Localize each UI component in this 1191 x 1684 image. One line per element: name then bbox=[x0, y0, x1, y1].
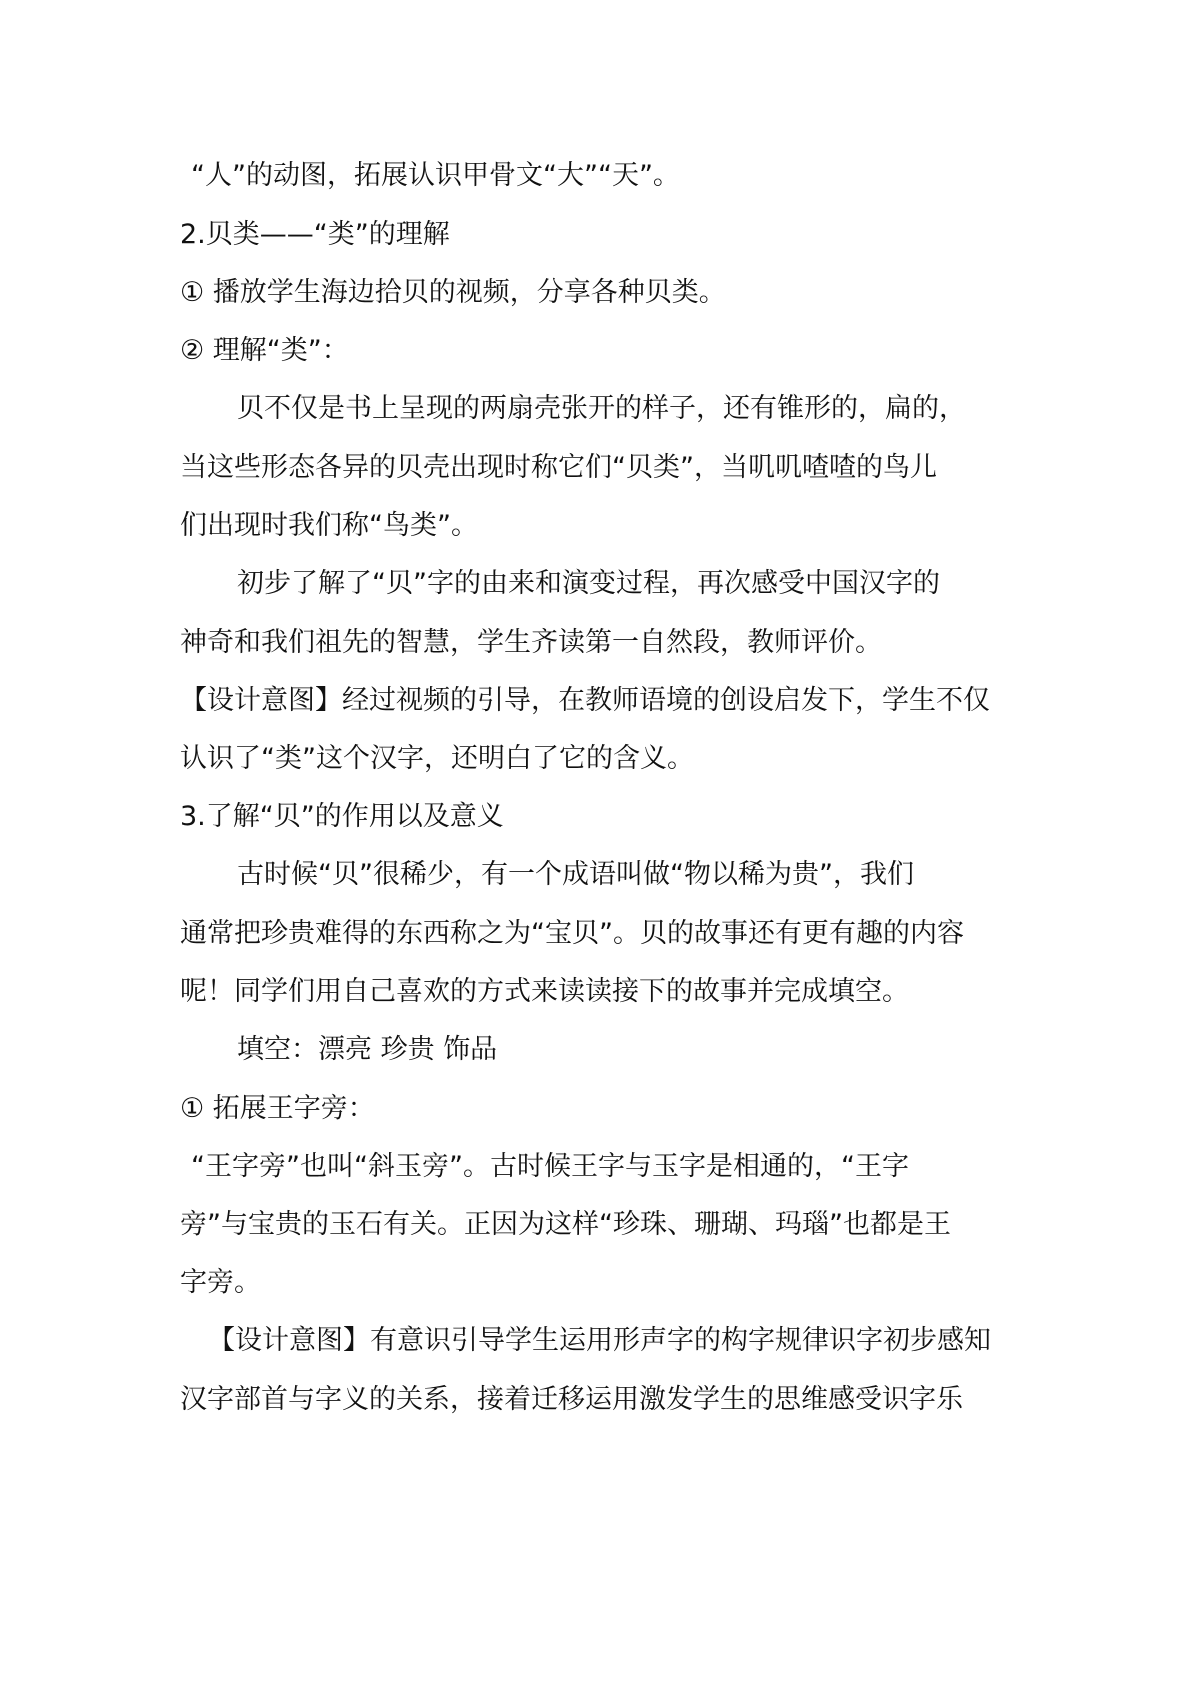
list-item: ① 拓展王字旁： bbox=[180, 1093, 375, 1124]
design-intent-line: 认识了“类”这个汉字，还明白了它的含义。 bbox=[180, 743, 694, 774]
paragraph-line: 呢！同学们用自己喜欢的方式来读读接下的故事并完成填空。 bbox=[180, 976, 909, 1007]
fill-blank-line: 填空：漂亮 珍贵 饰品 bbox=[237, 1034, 498, 1065]
paragraph-line: 贝不仅是书上呈现的两扇壳张开的样子，还有锥形的，扁的， bbox=[237, 393, 966, 424]
section-heading: 2.贝类——“类”的理解 bbox=[180, 219, 450, 250]
text-line: “人”的动图，拓展认识甲骨文“大”“天”。 bbox=[191, 160, 680, 191]
paragraph-line: 古时候“贝”很稀少，有一个成语叫做“物以稀为贵”，我们 bbox=[237, 859, 914, 890]
paragraph-line: 旁”与宝贵的玉石有关。正因为这样“珍珠、珊瑚、玛瑙”也都是王 bbox=[180, 1209, 951, 1240]
design-intent-line: 【设计意图】有意识引导学生运用形声字的构字规律识字初步感知 bbox=[208, 1325, 991, 1356]
paragraph-line: 初步了解了“贝”字的由来和演变过程，再次感受中国汉字的 bbox=[237, 568, 940, 599]
design-intent-line: 汉字部首与字义的关系，接着迁移运用激发学生的思维感受识字乐 bbox=[180, 1384, 963, 1415]
section-heading: 3.了解“贝”的作用以及意义 bbox=[180, 801, 504, 832]
paragraph-line: 神奇和我们祖先的智慧，学生齐读第一自然段，教师评价。 bbox=[180, 627, 882, 658]
design-intent-line: 【设计意图】经过视频的引导，在教师语境的创设启发下，学生不仅 bbox=[180, 685, 990, 716]
paragraph-line: “王字旁”也叫“斜玉旁”。古时候王字与玉字是相通的，“王字 bbox=[191, 1151, 909, 1182]
list-item: ① 播放学生海边拾贝的视频，分享各种贝类。 bbox=[180, 277, 726, 308]
paragraph-line: 们出现时我们称“鸟类”。 bbox=[180, 510, 478, 541]
paragraph-line: 字旁。 bbox=[180, 1267, 261, 1298]
paragraph-line: 当这些形态各异的贝壳出现时称它们“贝类”，当叽叽喳喳的鸟儿 bbox=[180, 452, 937, 483]
paragraph-line: 通常把珍贵难得的东西称之为“宝贝”。贝的故事还有更有趣的内容 bbox=[180, 918, 964, 949]
list-item: ② 理解“类”： bbox=[180, 335, 349, 366]
